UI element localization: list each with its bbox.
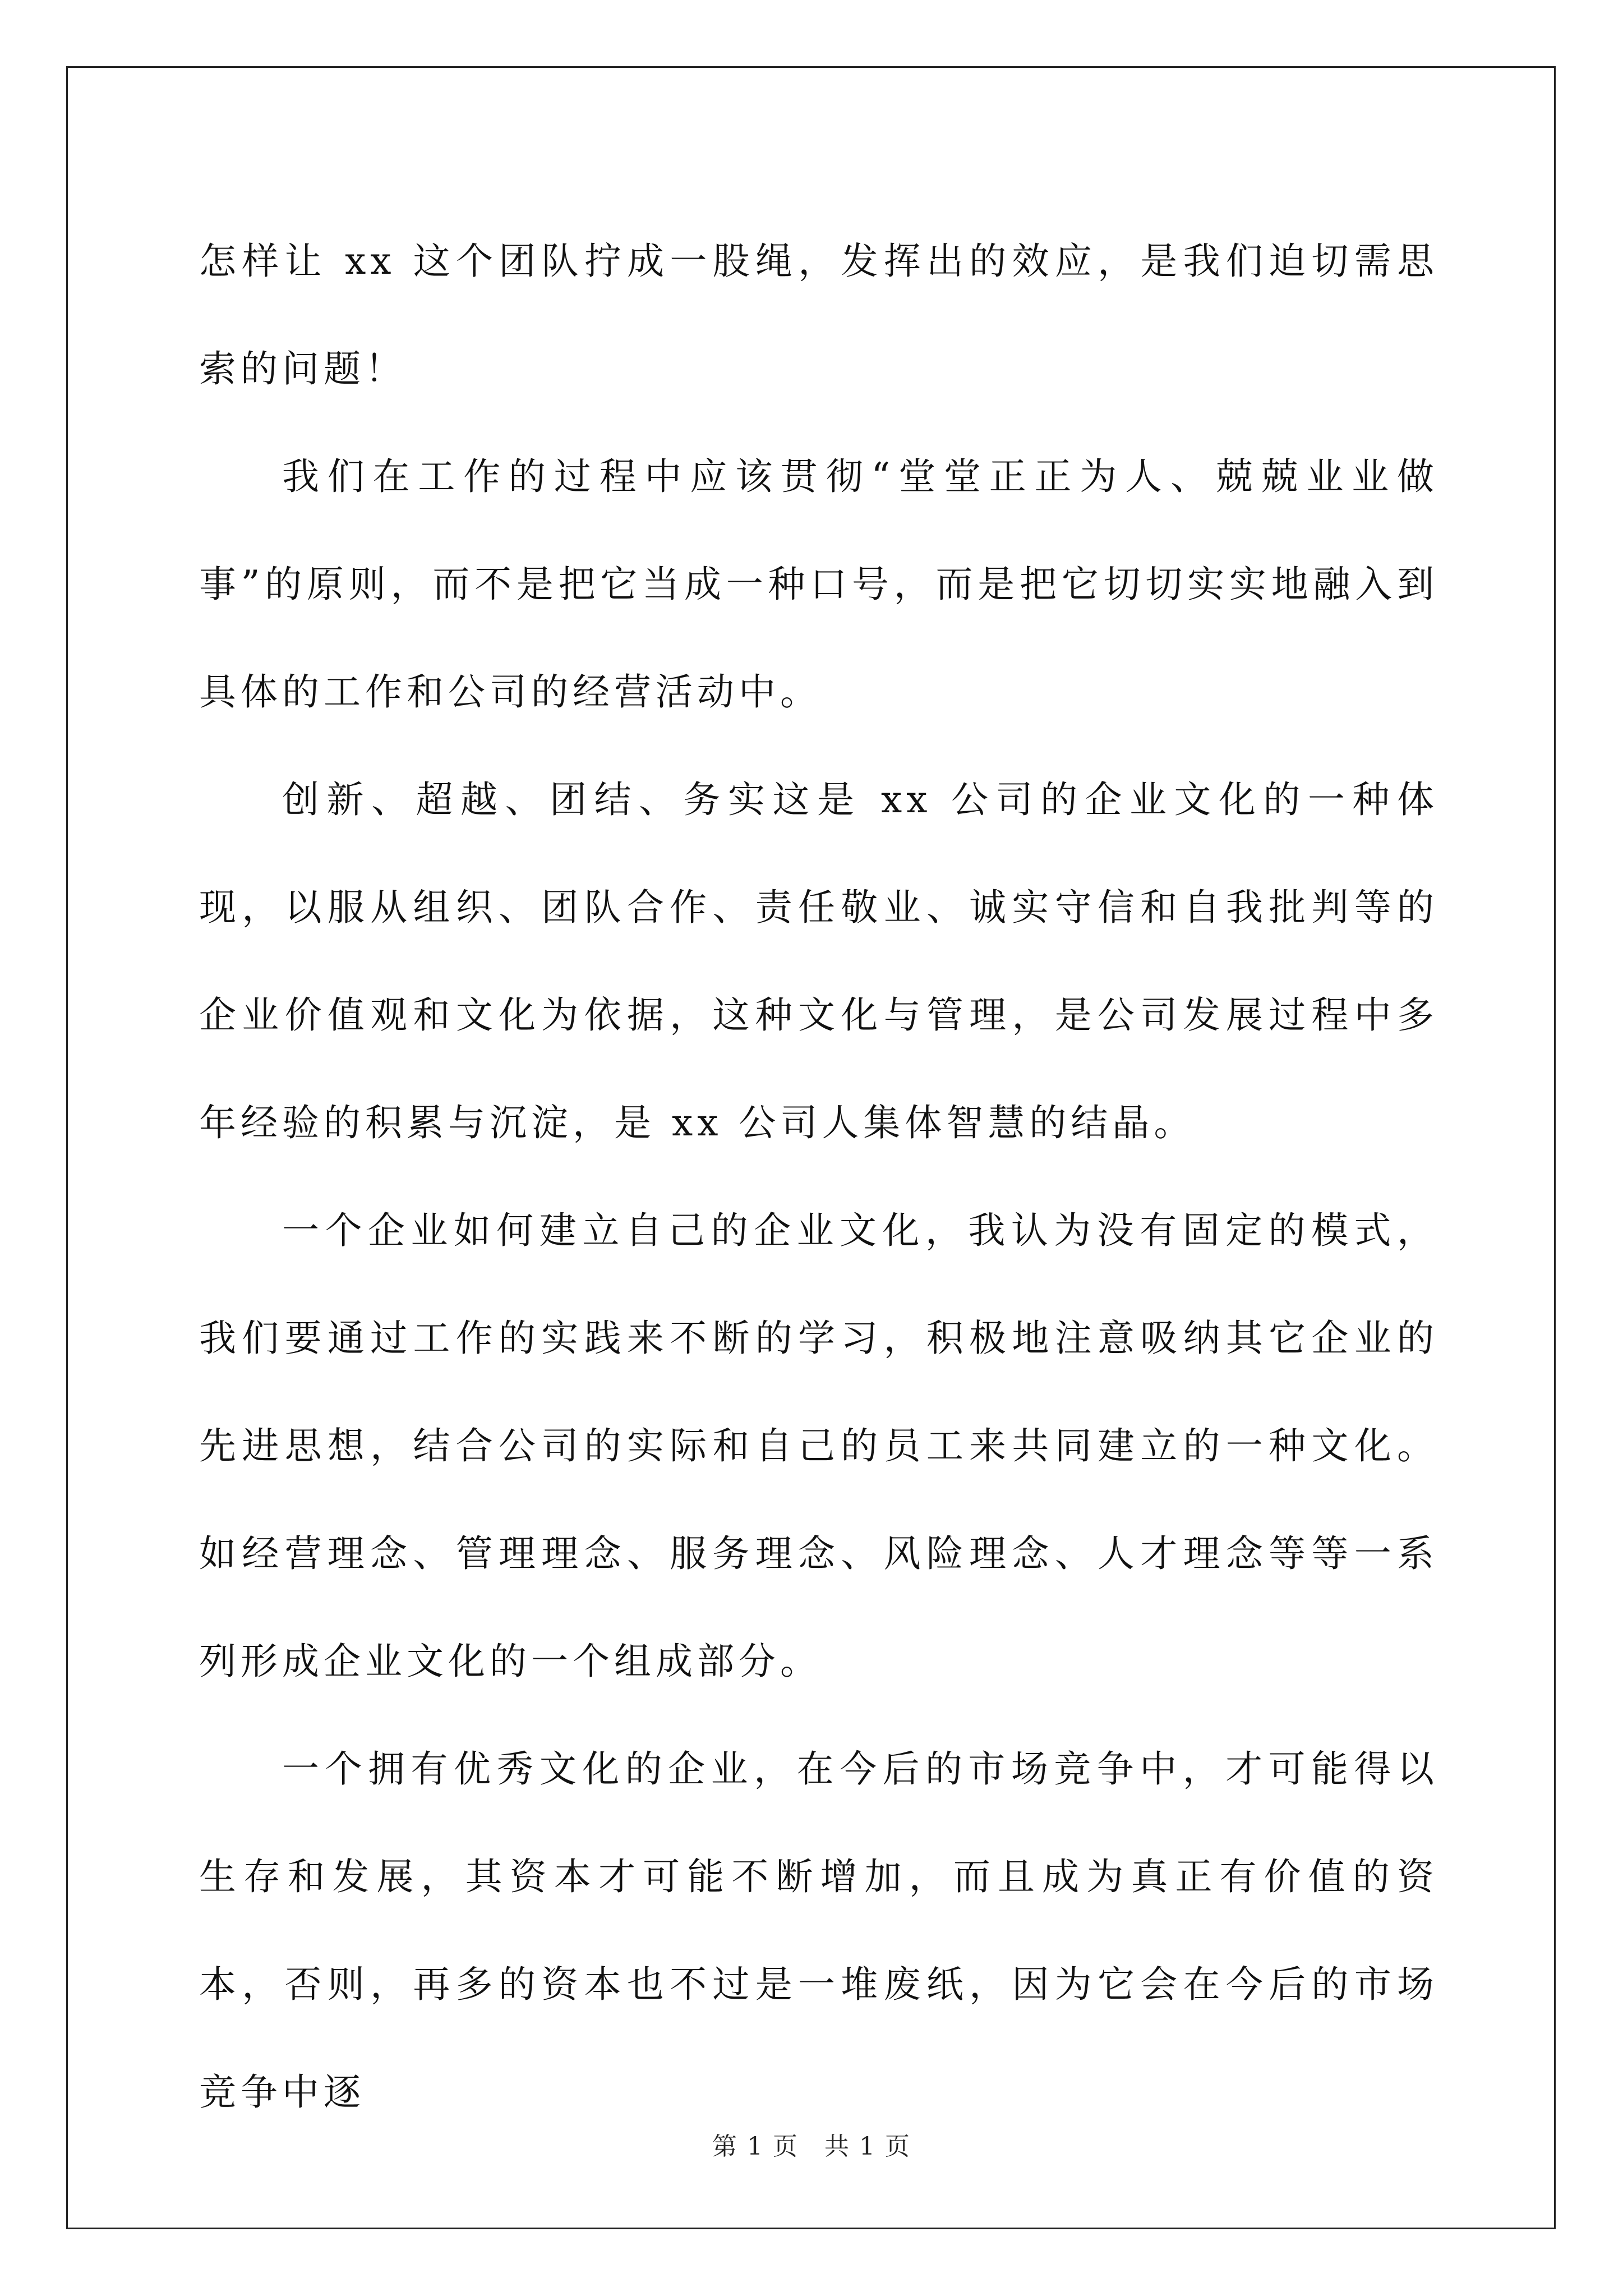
document-body	[199, 208, 1438, 2146]
paragraph: 一个拥有优秀文化的企业，在今后的市场竞争中，才可能得以生存和发展，其资本才可能不断增加，而且成为真正有价值的资本，否则，再多的资本也不过是一堆废纸，因为它会在今后的市场竞争中逐	[199, 1747, 1438, 2114]
paragraph: 一个企业如何建立自己的企业文化，我认为没有固定的模式，我们要通过工作的实践来不断的学习，积极地注意吸纳其它企业的先进思想，结合公司的实际和自己的员工来共同建立的一种文化。如经营理念、管理理念、服务理念、风险理念、人才理念等等一系列形成企业文化的一个组成部分。	[199, 1209, 1438, 1683]
paragraph: 我们在工作的过程中应该贯彻“堂堂正正为人、兢兢业业做事”的原则，而不是把它当成一种口号，而是把它切切实实地融入到具体的工作和公司的经营活动中。	[199, 455, 1438, 714]
paragraph: 创新、超越、团结、务实这是 xx 公司的企业文化的一种体现，以服从组织、团队合作、责任敬业、诚实守信和自我批判等的企业价值观和文化为依据，这种文化与管理，是公司发展过程中多年经验的积累与沉淀，是 xx 公司人集体智慧的结晶。	[199, 778, 1438, 1144]
paragraph: 怎样让 xx 这个团队拧成一股绳，发挥出的效应，是我们迫切需思索的问题！	[199, 240, 1438, 390]
page-footer: 第 1 页 共 1 页	[712, 2132, 911, 2161]
